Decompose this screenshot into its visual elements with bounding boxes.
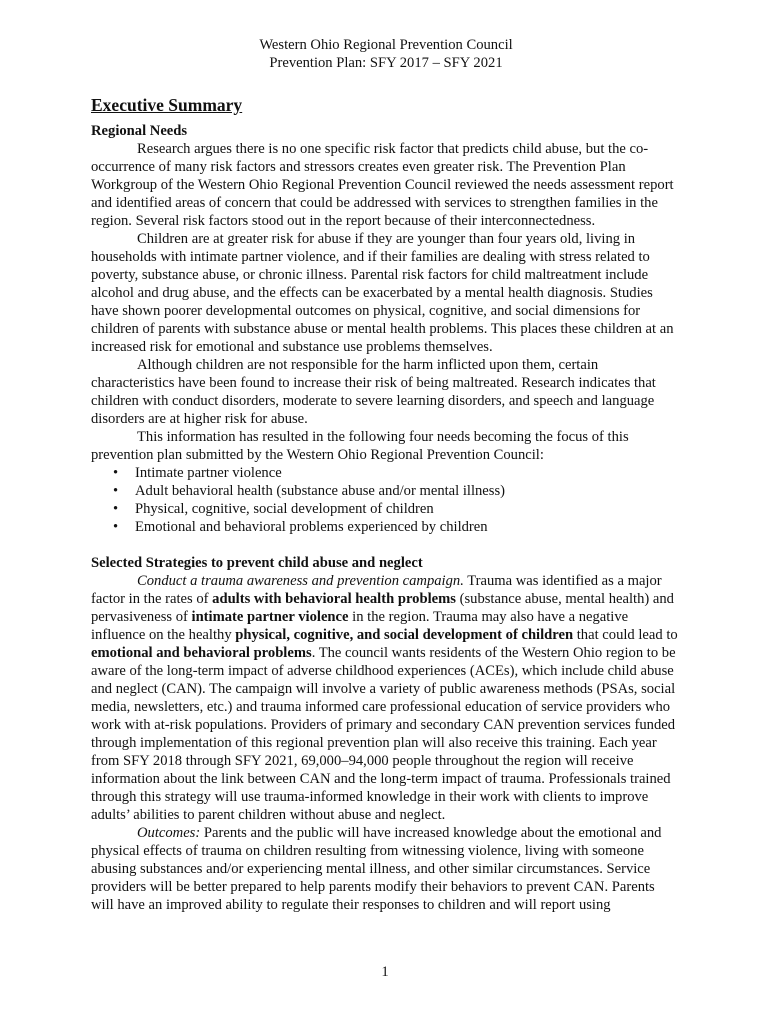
emphasis-intimate-partner-violence: intimate partner violence [191, 609, 349, 625]
document-header [91, 36, 681, 72]
bullet-icon: • [113, 519, 119, 535]
regional-needs-heading: Regional Needs [91, 123, 188, 139]
regional-needs-paragraph-4: This information has resulted in the following four needs becoming the focus of this prevention plan submitted by the Western Ohio Regional Prevention Council: [91, 429, 629, 463]
page-number: 1 [381, 964, 389, 980]
header-organization: Western Ohio Regional Prevention Council [259, 37, 513, 53]
executive-summary-title: Executive Summary [91, 95, 243, 115]
needs-list [91, 464, 681, 536]
bullet-icon: • [113, 483, 119, 499]
campaign-lead: Conduct a trauma awareness and prevention campaign. [137, 573, 464, 589]
regional-needs-paragraph-1: Research argues there is no one specific risk factor that predicts child abuse, but the co-occurrence of many risk factors and stressors creates even greater risk. The Prevention Plan Workgroup of the Western Ohio Regional Prevention Council reviewed the needs assessment report and identified areas of concern that could be addressed with services to strengthen families in the region. Several risk factors stood out in the report because of their interconnectedness. [91, 141, 674, 229]
strategies-heading: Selected Strategies to prevent child abuse and neglect [91, 555, 423, 571]
emphasis-emotional-behavioral-problems: emotional and behavioral problems [91, 645, 312, 661]
document-page [91, 36, 681, 914]
bullet-icon: • [113, 501, 119, 517]
regional-needs-paragraph-2: Children are at greater risk for abuse if they are younger than four years old, living in households with intimate partner violence, and if their families are dealing with stress related to poverty, substance abuse, or chronic illness. Parental risk factors for child maltreatment include alcohol and drug abuse, and the effects can be exacerbated by a mental health diagnosis. Studies have shown poorer developmental outcomes on physical, cognitive, and social dimensions for children of parents with substance abuse or mental health problems. This places these children at an increased risk for emotional and substance use problems themselves. [91, 231, 674, 355]
emphasis-child-development: physical, cognitive, and social development of children [235, 627, 574, 643]
list-item: • Adult behavioral health (substance abuse and/or mental illness) [113, 483, 506, 499]
section-spacer [91, 536, 681, 554]
bullet-icon: • [113, 465, 119, 481]
outcomes-lead: Outcomes: [137, 825, 201, 841]
strategy-outcomes-paragraph: Outcomes: Parents and the public will have increased knowledge about the emotional and physical effects of trauma on children resulting from witnessing violence, living with someone abusing substances and/or experiencing mental illness, and other similar circumstances. Service providers will be better prepared to help parents modify their behaviors to prevent CAN. Parents will have an improved ability to regulate their responses to children and will report using [91, 825, 662, 913]
header-plan-period: Prevention Plan: SFY 2017 – SFY 2021 [269, 55, 503, 71]
list-item: • Intimate partner violence [113, 465, 282, 481]
regional-needs-paragraph-3: Although children are not responsible for the harm inflicted upon them, certain characteristics have been found to increase their risk of being maltreated. Research indicates that children with conduct disorders, moderate to severe learning disorders, and speech and language disorders are at higher risk for abuse. [91, 357, 656, 427]
strategy-campaign-paragraph: Conduct a trauma awareness and prevention campaign. Trauma was identified as a major factor in the rates of adults with behavioral health problems (substance abuse, mental health) and pervasiveness of intimate partner violence in the region. Trauma may also have a negative influence on the healthy physical, cognitive, and social development of children that could lead to emotional and behavioral problems. The council wants residents of the Western Ohio region to be aware of the long-term impact of adverse childhood experiences (ACEs), which include child abuse and neglect (CAN). The campaign will involve a variety of public awareness methods (PSAs, social media, newsletters, etc.) and trauma informed care professional education of service providers who work with at-risk populations. Providers of primary and secondary CAN prevention services funded through implementation of this regional prevention plan will also receive this training. Each year from SFY 2018 through SFY 2021, 69,000–94,000 people throughout the region will receive information about the link between CAN and the long-term impact of trauma. Professionals trained through this strategy will use trauma-informed knowledge in their work with clients to improve adults’ abilities to parent children without abuse and neglect. [91, 573, 678, 823]
emphasis-adult-behavioral-health: adults with behavioral health problems [212, 591, 456, 607]
list-item: • Physical, cognitive, social development of children [113, 501, 434, 517]
list-item: • Emotional and behavioral problems experienced by children [113, 519, 488, 535]
